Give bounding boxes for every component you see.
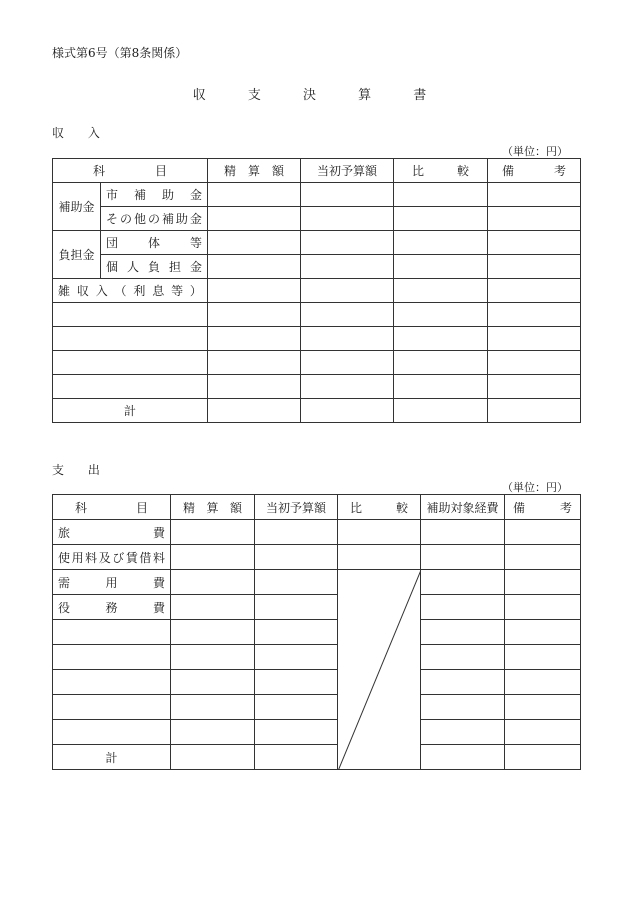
table-row [53,231,581,255]
expense-total-label: 計 [53,745,171,770]
header-comparison [394,159,488,183]
item-other-subsidy [101,207,208,231]
expense-table [52,494,581,770]
cell[interactable] [488,279,581,303]
cell[interactable] [488,375,581,399]
header-initial-budget [255,495,338,520]
header-settled-amount-text: 精 算 額 [224,164,284,178]
cell[interactable] [488,351,581,375]
group-label-subsidy: 補助金 [53,183,101,231]
cell[interactable] [171,595,255,620]
cell[interactable] [53,670,171,695]
cell[interactable] [208,399,301,423]
table-row [53,351,581,375]
cell[interactable] [53,720,171,745]
cell[interactable] [255,745,338,770]
table-row [53,183,581,207]
cell[interactable] [505,670,581,695]
cell[interactable] [394,375,488,399]
item-supplies [53,570,171,595]
cell[interactable] [301,351,394,375]
cell[interactable] [301,231,394,255]
cell[interactable] [208,207,301,231]
cell[interactable] [171,720,255,745]
cell[interactable] [171,570,255,595]
cell[interactable] [53,327,208,351]
cell[interactable] [255,670,338,695]
cell[interactable] [394,399,488,423]
cell[interactable] [171,745,255,770]
income-total-row [53,399,581,423]
item-personal-contribution [101,255,208,279]
cell[interactable] [338,545,421,570]
comparison-crossed-cell [338,570,421,770]
cell[interactable] [208,231,301,255]
cell[interactable] [421,670,505,695]
cell[interactable] [505,745,581,770]
item-rental-text: 使 用 料 及 び 賃 借 料 [58,550,165,565]
cell[interactable] [255,570,338,595]
cell[interactable] [394,303,488,327]
table-row [53,327,581,351]
cell[interactable] [394,279,488,303]
cell[interactable] [421,745,505,770]
cell[interactable] [488,327,581,351]
item-travel [53,520,171,545]
cell[interactable] [421,520,505,545]
table-row [53,207,581,231]
cell[interactable] [421,570,505,595]
header-subject [53,495,171,520]
item-organizations-text: 団 体 等 [106,236,202,250]
cell[interactable] [255,720,338,745]
cell[interactable] [255,695,338,720]
cell[interactable] [208,255,301,279]
cell[interactable] [421,595,505,620]
document-title: 収 支 決 算 書 [192,88,446,103]
expense-header-row [53,495,581,520]
cell[interactable] [53,303,208,327]
item-city-subsidy-text: 市 補 助 金 [106,188,202,202]
header-remarks [488,159,581,183]
cell[interactable] [301,375,394,399]
table-row [53,670,581,695]
table-row [53,620,581,645]
item-services-text: 役 務 費 [58,600,165,615]
table-row [53,375,581,399]
header-comparison [338,495,421,520]
cell[interactable] [53,695,171,720]
cell[interactable] [208,327,301,351]
header-settled-amount-text: 精 算 額 [183,500,242,515]
item-rental [53,545,171,570]
cell[interactable] [394,207,488,231]
cell[interactable] [208,303,301,327]
form-number: 様式第6号（第8条関係） [52,46,188,60]
cell[interactable] [421,620,505,645]
table-row [53,645,581,670]
item-misc-income-text: 雑 収 入 （ 利 息 等 ） [58,284,202,298]
expense-heading: 支 出 [52,463,110,477]
table-row [53,303,581,327]
table-row [53,520,581,545]
cell[interactable] [505,620,581,645]
table-row [53,695,581,720]
cell[interactable] [488,303,581,327]
cell[interactable] [171,620,255,645]
cell[interactable] [301,255,394,279]
cell[interactable] [171,670,255,695]
income-header-row [53,159,581,183]
cell[interactable] [488,399,581,423]
cell[interactable] [255,520,338,545]
cell[interactable] [255,645,338,670]
table-row [53,545,581,570]
table-row [53,595,581,620]
cell[interactable] [421,695,505,720]
cell[interactable] [53,620,171,645]
header-comparison-text: 比 較 [412,164,469,178]
cell[interactable] [301,207,394,231]
header-subject-text: 科 目 [93,164,167,178]
header-initial-budget-text: 当初予算額 [265,500,326,515]
cell[interactable] [171,695,255,720]
item-misc-income [53,279,208,303]
cell[interactable] [171,520,255,545]
cell[interactable] [394,231,488,255]
expense-total-row [53,745,581,770]
cell[interactable] [394,255,488,279]
cell[interactable] [505,545,581,570]
header-subject [53,159,208,183]
income-table [52,158,581,423]
table-row [53,255,581,279]
cell[interactable] [421,720,505,745]
income-unit: （単位：円） [502,145,568,158]
cell[interactable] [505,695,581,720]
table-row [53,279,581,303]
cell[interactable] [255,545,338,570]
header-eligible-expenses-text: 補助対象経費 [426,500,499,515]
cell[interactable] [53,351,208,375]
cell[interactable] [394,351,488,375]
group-label-contribution: 負担金 [53,231,101,279]
header-initial-budget-text: 当初予算額 [316,164,377,178]
item-travel-text: 旅 費 [58,525,165,540]
cell[interactable] [488,255,581,279]
cell[interactable] [488,207,581,231]
header-remarks-text: 備 考 [502,164,566,178]
cell[interactable] [171,645,255,670]
cell[interactable] [171,545,255,570]
income-heading: 収 入 [52,126,110,140]
cell[interactable] [301,399,394,423]
table-row [53,570,581,595]
header-settled-amount [171,495,255,520]
cell[interactable] [488,231,581,255]
item-services [53,595,171,620]
header-remarks-text: 備 考 [513,500,572,515]
cell[interactable] [208,375,301,399]
cell[interactable] [53,645,171,670]
income-total-label: 計 [53,399,208,423]
cell[interactable] [505,720,581,745]
cell[interactable] [505,645,581,670]
cell[interactable] [301,327,394,351]
cell[interactable] [208,183,301,207]
item-other-subsidy-text: そ の 他 の 補 助 金 [106,212,202,226]
cell[interactable] [301,279,394,303]
cell[interactable] [421,645,505,670]
cell[interactable] [505,570,581,595]
cell[interactable] [421,545,505,570]
item-organizations [101,231,208,255]
item-personal-contribution-text: 個 人 負 担 金 [106,260,202,274]
header-eligible-expenses [421,495,505,520]
item-supplies-text: 需 用 費 [58,575,165,590]
cell[interactable] [488,183,581,207]
cell[interactable] [301,303,394,327]
item-city-subsidy [101,183,208,207]
expense-unit: （単位：円） [502,481,568,494]
cell[interactable] [208,279,301,303]
header-remarks [505,495,581,520]
header-comparison-text: 比 較 [350,500,408,515]
cell[interactable] [255,595,338,620]
header-subject-text: 科 目 [75,500,148,515]
cell[interactable] [394,183,488,207]
cell[interactable] [208,351,301,375]
header-initial-budget [301,159,394,183]
cell[interactable] [53,375,208,399]
cell[interactable] [505,520,581,545]
cell[interactable] [394,327,488,351]
table-row [53,720,581,745]
cell[interactable] [301,183,394,207]
header-settled-amount [208,159,301,183]
diagonal-strike-line [338,570,421,770]
cell[interactable] [338,520,421,545]
cell[interactable] [255,620,338,645]
cell[interactable] [505,595,581,620]
